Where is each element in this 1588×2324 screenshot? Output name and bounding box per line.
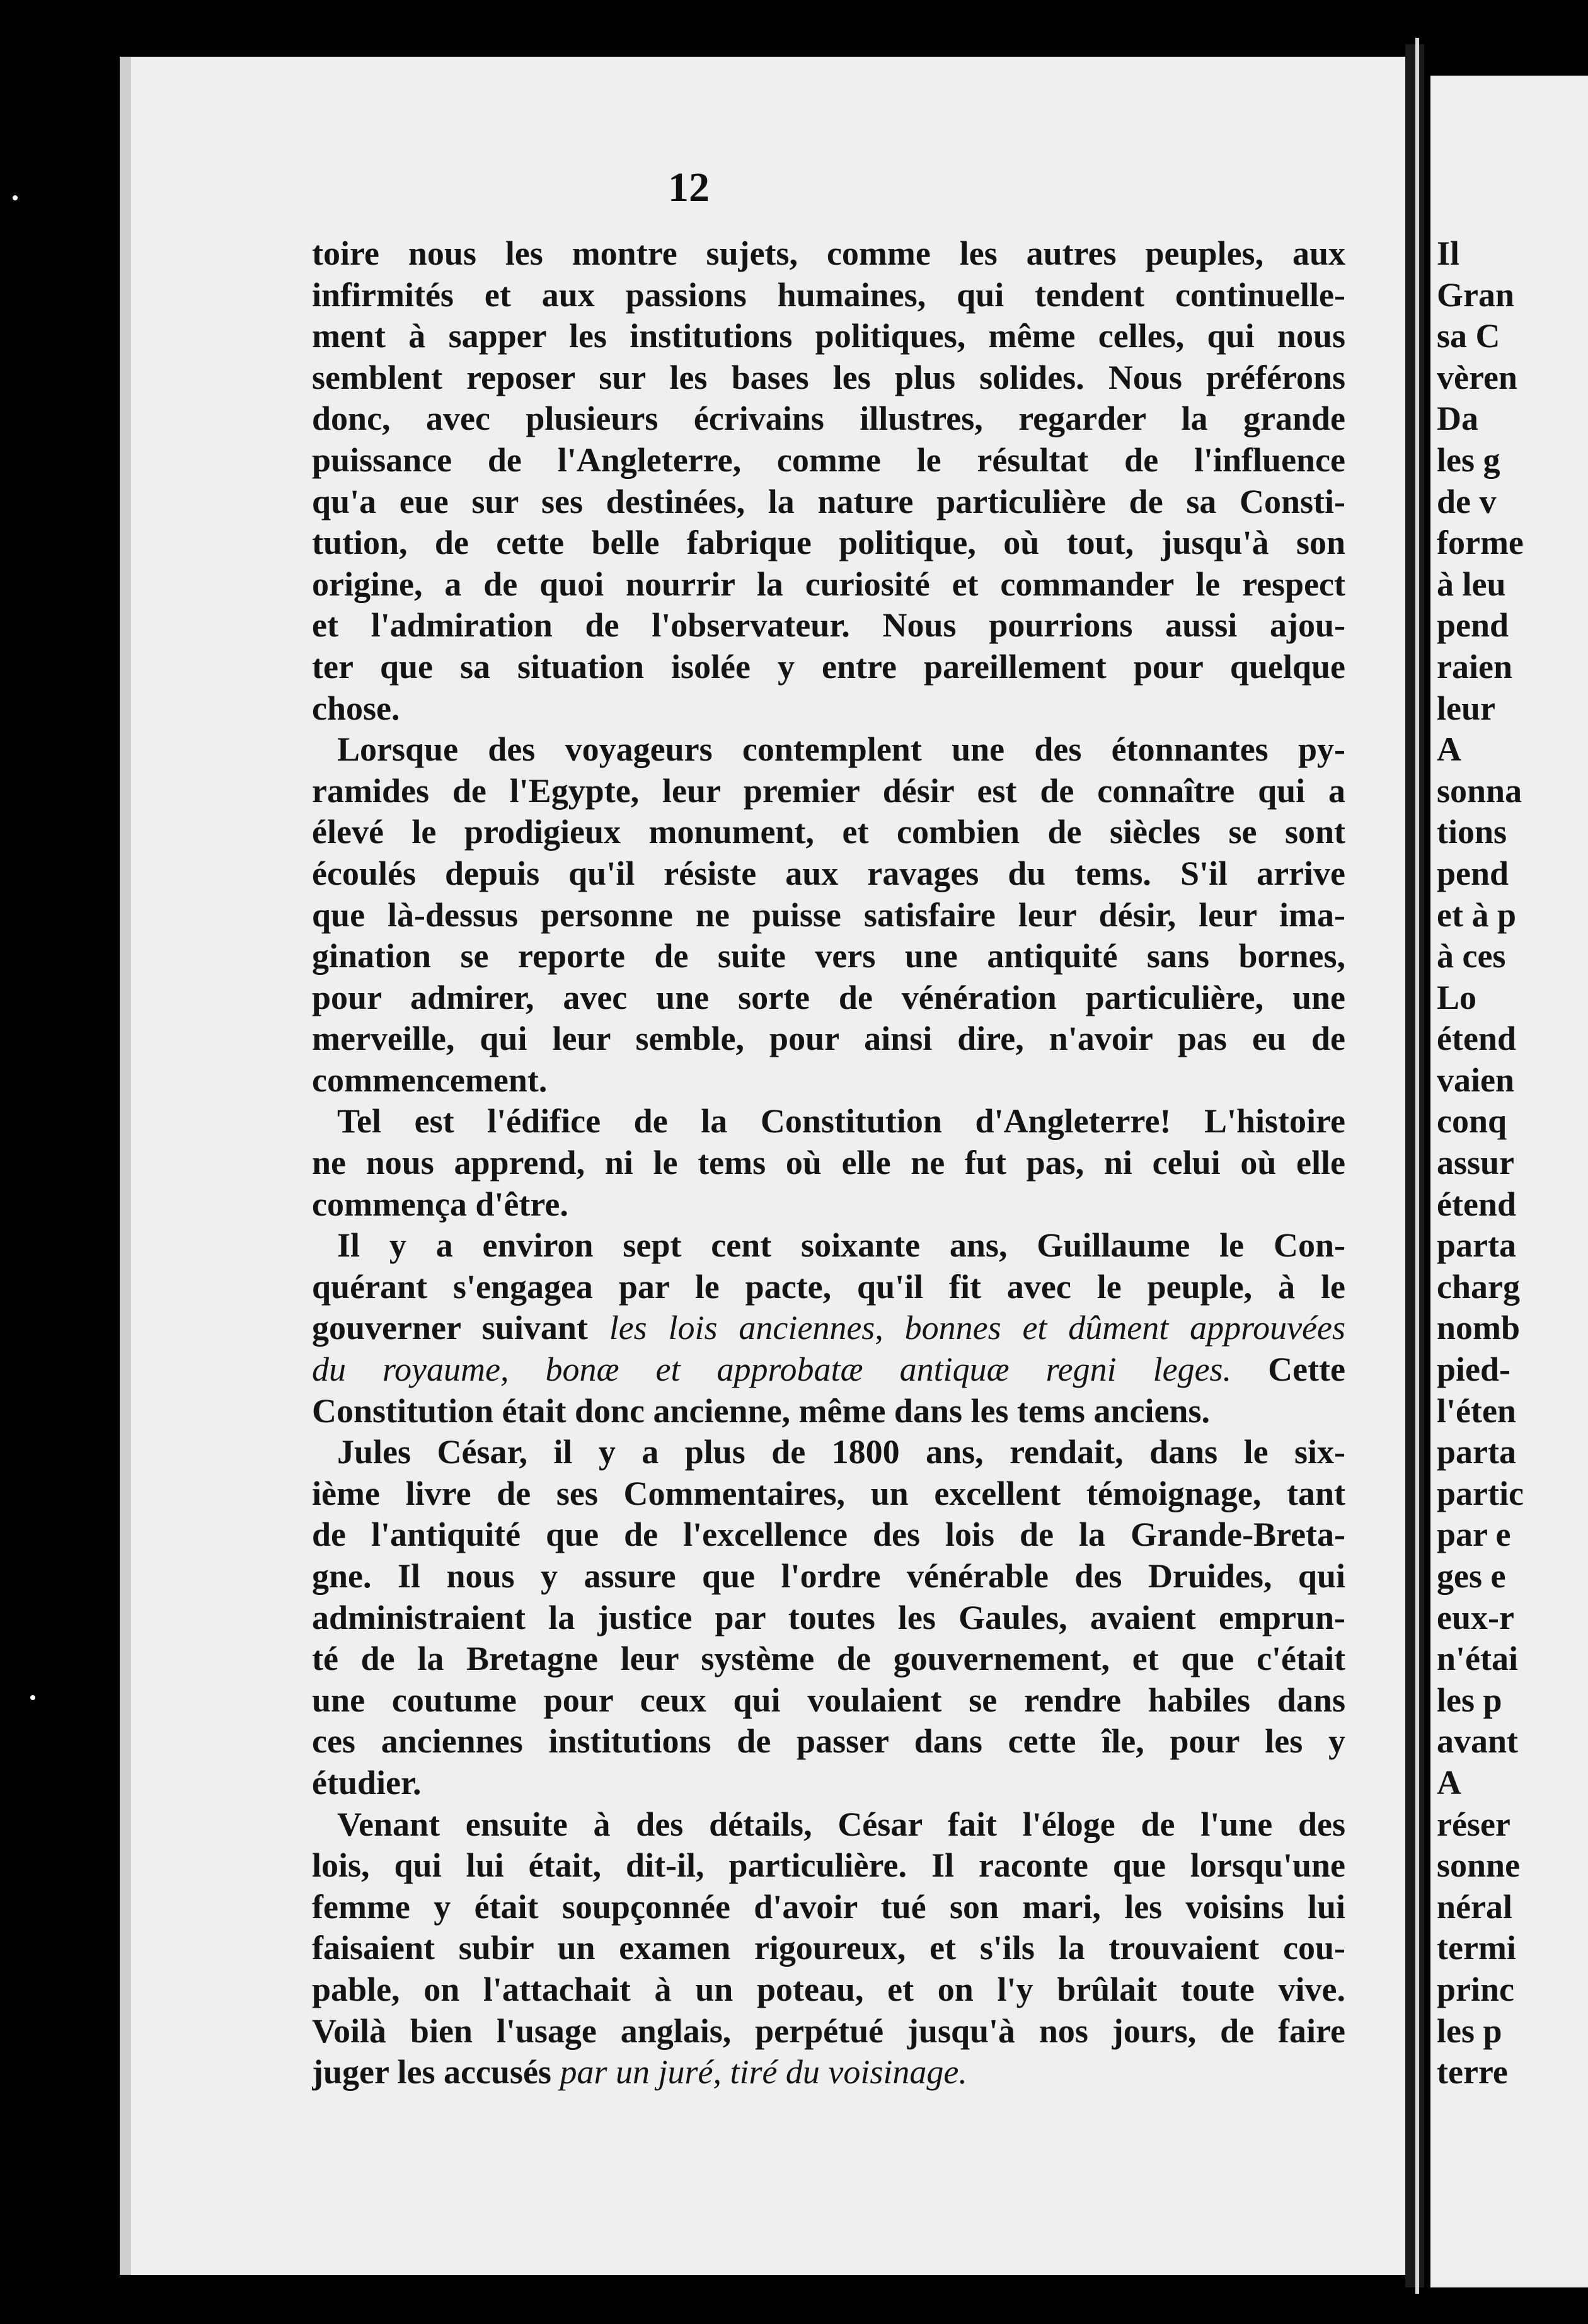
paragraph-6 bbox=[312, 1804, 1345, 2093]
italic-span: par un juré, tiré du voisinage. bbox=[560, 2053, 967, 2091]
text-line: étend bbox=[1437, 1020, 1516, 1058]
text-line: femme y était soupçonnée d'avoir tué son mari, les voisins lui bbox=[312, 1887, 1345, 1926]
text-line: élevé le prodigieux monument, et combien de siècles se sont bbox=[312, 813, 1345, 851]
text-line: parta bbox=[1437, 1226, 1516, 1265]
text-line: vaien bbox=[1437, 1061, 1515, 1099]
book-gutter bbox=[1405, 44, 1424, 2287]
italic-span: les lois anciennes, bonnes et dûment approuvées bbox=[609, 1309, 1345, 1347]
text-line: ième livre de ses Commentaires, un excellent témoignage, tant bbox=[312, 1474, 1345, 1512]
text-line: partic bbox=[1437, 1474, 1524, 1512]
text-line: té de la Bretagne leur système de gouvernement, et que c'était bbox=[312, 1640, 1345, 1678]
text-line: tions bbox=[1437, 813, 1507, 851]
gutter-edge bbox=[1415, 38, 1419, 2294]
text-line: pend bbox=[1437, 606, 1509, 645]
text-line: les p bbox=[1437, 1681, 1502, 1719]
text-line bbox=[312, 2052, 1345, 2093]
text-line: ges e bbox=[1437, 1557, 1506, 1595]
text-line: ter que sa situation isolée y entre pareillement pour quelque bbox=[312, 647, 1345, 686]
text-line: nomb bbox=[1437, 1309, 1521, 1347]
text-line: chose. bbox=[312, 689, 400, 727]
text-line: eux-r bbox=[1437, 1598, 1514, 1637]
text-line: parta bbox=[1437, 1433, 1516, 1471]
text-line: conq bbox=[1437, 1102, 1507, 1141]
text-line: Gran bbox=[1437, 275, 1515, 314]
text-line: assur bbox=[1437, 1144, 1515, 1182]
paragraph-4 bbox=[312, 1225, 1345, 1432]
text-line: ment à sapper les institutions politiques, même celles, qui nous bbox=[312, 317, 1345, 355]
text-line: sonna bbox=[1437, 771, 1522, 810]
text-line: terre bbox=[1437, 2053, 1508, 2091]
text-line: raien bbox=[1437, 647, 1512, 686]
paragraph-5 bbox=[312, 1432, 1345, 1803]
text-line: donc, avec plusieurs écrivains illustres, regarder la grande bbox=[312, 400, 1345, 438]
scan-speck bbox=[13, 195, 18, 200]
text-line: de l'antiquité que de l'excellence des lois de la Grande-Breta- bbox=[312, 1516, 1345, 1554]
text-line: merveille, qui leur semble, pour ainsi dire, n'avoir pas eu de bbox=[312, 1020, 1345, 1058]
text-line: n'étai bbox=[1437, 1640, 1518, 1678]
text-line: vèren bbox=[1437, 358, 1517, 396]
text-line: Il bbox=[1437, 234, 1460, 272]
text-line: ces anciennes institutions de passer dans cette île, pour les y bbox=[312, 1722, 1345, 1761]
text-line: ramides de l'Egypte, leur premier désir est de connaître qui a bbox=[312, 771, 1345, 810]
text-line: Jules César, il y a plus de 1800 ans, rendait, dans le six- bbox=[337, 1433, 1345, 1471]
text-line: qu'a eue sur ses destinées, la nature particulière de sa Consti- bbox=[312, 482, 1345, 521]
text-span: juger les accusés bbox=[312, 2053, 560, 2091]
text-line: Lo bbox=[1437, 978, 1477, 1016]
text-line: Venant ensuite à des détails, César fait l'éloge de l'une des bbox=[337, 1805, 1345, 1843]
italic-span: du royaume, bonæ et approbatæ antiquæ regni leges. bbox=[312, 1350, 1232, 1389]
text-line: sonne bbox=[1437, 1846, 1521, 1885]
text-line: les g bbox=[1437, 440, 1500, 479]
text-line: sa C bbox=[1437, 317, 1500, 355]
text-line: forme bbox=[1437, 524, 1524, 562]
text-line: puissance de l'Angleterre, comme le résultat de l'influence bbox=[312, 440, 1345, 479]
text-line: ne nous apprend, ni le tems où elle ne fut pas, ni celui où elle bbox=[312, 1144, 1345, 1182]
paragraph-1 bbox=[312, 233, 1345, 729]
scan-speck bbox=[30, 1695, 35, 1700]
text-line: et l'admiration de l'observateur. Nous pourrions aussi ajou- bbox=[312, 606, 1345, 645]
text-line: réser bbox=[1437, 1805, 1510, 1843]
page-number: 12 bbox=[668, 164, 710, 210]
text-line: une coutume pour ceux qui voulaient se rendre habiles dans bbox=[312, 1681, 1345, 1719]
text-line: par e bbox=[1437, 1516, 1511, 1554]
text-span: Cette bbox=[1231, 1350, 1345, 1389]
text-line: commença d'être. bbox=[312, 1185, 568, 1223]
text-line: pour admirer, avec une sorte de vénération particulière, une bbox=[312, 978, 1345, 1016]
text-line: faisaient subir un examen rigoureux, et s'ils la trouvaient cou- bbox=[312, 1929, 1345, 1967]
text-line: infirmités et aux passions humaines, qui tendent continuelle- bbox=[312, 275, 1345, 314]
text-line: pend bbox=[1437, 854, 1509, 892]
text-line: A bbox=[1437, 1763, 1461, 1802]
text-line bbox=[312, 1349, 1345, 1391]
text-line: Lorsque des voyageurs contemplent une des étonnantes py- bbox=[337, 730, 1345, 769]
paragraph-3 bbox=[312, 1101, 1345, 1225]
text-line: administraient la justice par toutes les Gaules, avaient emprun- bbox=[312, 1598, 1345, 1637]
text-line: Voilà bien l'usage anglais, perpétué jusqu'à nos jours, de faire bbox=[312, 2011, 1345, 2050]
left-page-text bbox=[312, 233, 1345, 2093]
text-line: lois, qui lui était, dit-il, particulière. Il raconte que lorsqu'une bbox=[312, 1846, 1345, 1885]
text-line: étend bbox=[1437, 1185, 1516, 1223]
text-line: Il y a environ sept cent soixante ans, Guillaume le Con- bbox=[337, 1226, 1345, 1265]
text-line: gne. Il nous y assure que l'ordre vénérable des Druides, qui bbox=[312, 1557, 1345, 1595]
text-line: commencement. bbox=[312, 1061, 548, 1099]
text-line: néral bbox=[1437, 1887, 1512, 1926]
text-line: Da bbox=[1437, 400, 1478, 438]
text-line: semblent reposer sur les bases les plus solides. Nous préférons bbox=[312, 358, 1345, 396]
text-line: termi bbox=[1437, 1929, 1516, 1967]
text-line: Constitution était donc ancienne, même dans les tems anciens. bbox=[312, 1391, 1210, 1430]
text-line: princ bbox=[1437, 1970, 1515, 2008]
text-line: quérant s'engagea par le pacte, qu'il fit avec le peuple, à le bbox=[312, 1267, 1345, 1306]
text-line: et à p bbox=[1437, 895, 1516, 934]
text-line: à ces bbox=[1437, 937, 1506, 975]
text-line: leur bbox=[1437, 689, 1495, 727]
text-line: que là-dessus personne ne puisse satisfaire leur désir, leur ima- bbox=[312, 895, 1345, 934]
text-line: pied- bbox=[1437, 1350, 1511, 1389]
right-page-text bbox=[1437, 233, 1588, 2093]
text-line: écoulés depuis qu'il résiste aux ravages du tems. S'il arrive bbox=[312, 854, 1345, 892]
text-line: gination se reporte de suite vers une antiquité sans bornes, bbox=[312, 937, 1345, 975]
text-line: étudier. bbox=[312, 1763, 422, 1802]
text-line: à leu bbox=[1437, 565, 1506, 603]
text-line: les p bbox=[1437, 2011, 1502, 2050]
text-line: charg bbox=[1437, 1267, 1520, 1306]
text-line: avant bbox=[1437, 1722, 1519, 1761]
paragraph-2 bbox=[312, 729, 1345, 1101]
text-line: A bbox=[1437, 730, 1461, 769]
text-line: de v bbox=[1437, 482, 1497, 521]
text-line: toire nous les montre sujets, comme les autres peuples, aux bbox=[312, 234, 1345, 272]
text-line: pable, on l'attachait à un poteau, et on l'y brûlait toute vive. bbox=[312, 1970, 1345, 2008]
text-line: Tel est l'édifice de la Constitution d'Angleterre! L'histoire bbox=[337, 1102, 1345, 1141]
text-span: gouverner suivant bbox=[312, 1309, 609, 1347]
text-line: origine, a de quoi nourrir la curiosité et commander le respect bbox=[312, 565, 1345, 603]
text-line bbox=[312, 1308, 1345, 1349]
text-line: tution, de cette belle fabrique politique, où tout, jusqu'à son bbox=[312, 524, 1345, 562]
text-line: l'éten bbox=[1437, 1391, 1516, 1430]
